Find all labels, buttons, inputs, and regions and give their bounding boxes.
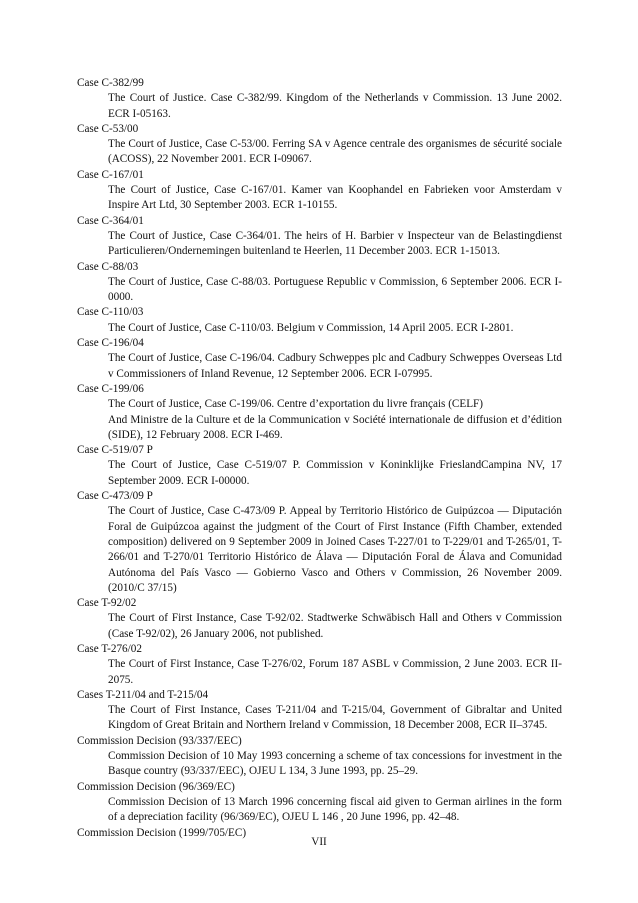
entry-description: The Court of Justice. Case C-382/99. Kingdom of the Netherlands v Commission. 13 June 2002. ECR I-05163. — [108, 92, 562, 120]
entry-heading: Cases T-211/04 and T-215/04 — [77, 688, 209, 701]
entry-heading: Case C-88/03 — [77, 260, 139, 273]
entry-heading: Commission Decision (93/337/EEC) — [77, 734, 242, 747]
entry-description: The Court of Justice, Case C-53/00. Ferring SA v Agence centrale des organismes de sécurité sociale (ACOSS), 22 November 2001. ECR I-09067. — [108, 138, 562, 166]
list-item — [77, 642, 562, 688]
entry-heading: Case C-199/06 — [77, 382, 144, 395]
list-item — [77, 260, 562, 306]
list-item — [77, 214, 562, 260]
entry-description: The Court of Justice, Case C-519/07 P. Commission v Koninklijke FrieslandCampina NV, 17 September 2009. ECR I-00000. — [108, 459, 562, 487]
entry-description: Commission Decision of 13 March 1996 concerning fiscal aid given to German airlines in the form of a depreciation facility (96/369/EC), OJEU L 146 , 20 June 1996, pp. 42–48. — [108, 795, 562, 824]
entry-description: The Court of Justice, Case C-110/03. Belgium v Commission, 14 April 2005. ECR I-2801. — [108, 321, 514, 334]
list-item — [77, 688, 562, 734]
entry-heading: Case C-196/04 — [77, 337, 144, 350]
entry-description: The Court of First Instance, Case T-276/02, Forum 187 ASBL v Commission, 2 June 2003. ECR II-2075. — [108, 658, 562, 686]
entry-description: The Court of Justice, Case C-364/01. The heirs of H. Barbier v Inspecteur van de Belastingdienst Particulieren/Ondernemingen buitenland te Heerlen, 11 December 2003. ECR 1-15013. — [108, 229, 562, 258]
entry-description — [77, 397, 562, 443]
entry-description: The Court of First Instance, Cases T-211/04 and T-215/04, Government of Gibraltar and United Kingdom of Great Britain and Northern Ireland v Commission, 18 December 2008, ECR II–3745. — [108, 704, 562, 732]
entry-heading: Commission Decision (96/369/EC) — [77, 780, 235, 793]
list-item — [77, 168, 562, 214]
entry-description: The Court of Justice, Case C-88/03. Portuguese Republic v Commission, 6 September 2006. ECR I-0000. — [108, 275, 562, 304]
entry-heading: Case T-276/02 — [77, 642, 142, 655]
entry-heading: Case C-53/00 — [77, 122, 139, 135]
entry-heading: Case C-519/07 P — [77, 444, 153, 457]
list-item — [77, 336, 562, 382]
list-item — [77, 305, 562, 336]
list-item — [77, 596, 562, 642]
entry-heading: Case C-382/99 — [77, 77, 144, 89]
entry-description-line: The Court of Justice, Case C-199/06. Centre d’exportation du livre français (CELF) — [108, 398, 483, 411]
entry-description: Commission Decision of 10 May 1993 concerning a scheme of tax concessions for investment in the Basque country (93/337/EEC), OJEU L 134, 3 June 1993, pp. 25–29. — [108, 750, 562, 778]
page-number: VII — [311, 836, 327, 848]
entry-description: The Court of Justice, Case C-196/04. Cadbury Schweppes plc and Cadbury Schweppes Overseas Ltd v Commissioners of Inland Revenue, 12 September 2006. ECR I-07995. — [108, 352, 562, 380]
list-item — [77, 122, 562, 168]
entry-heading: Case C-364/01 — [77, 214, 144, 227]
list-item — [77, 76, 562, 122]
entry-heading: Case C-167/01 — [77, 168, 144, 181]
entry-description: The Court of Justice, Case C-167/01. Kamer van Koophandel en Fabrieken voor Amsterdam v Inspire Art Ltd, 30 September 2003. ECR 1-10155. — [108, 184, 562, 212]
entry-heading: Case T-92/02 — [77, 597, 137, 610]
list-item — [77, 734, 562, 780]
list-item — [77, 780, 562, 826]
list-item — [77, 489, 562, 596]
entry-description-line: And Ministre de la Culture et de la Communication v Société internationale de diffusion et d’édition (SIDE), 12 February 2008. ECR I-469. — [108, 413, 562, 441]
entry-description: The Court of First Instance, Case T-92/02. Stadtwerke Schwäbisch Hall and Others v Commission (Case T-92/02), 26 January 2006, not published. — [108, 612, 562, 640]
list-item — [77, 382, 562, 443]
list-item — [77, 443, 562, 489]
entry-heading: Case C-110/03 — [77, 306, 144, 319]
entry-description: The Court of Justice, Case C-473/09 P. Appeal by Territorio Histórico de Guipúzcoa — Diputación Foral de Guipúzcoa against the judgment of the Court of First Instance (Fifth Chamber, extended composition) delivered on 9 September 2009 in Joined Cases T-227/01 to T-229/01 and T-265/01, T-266/01 and T-270/01 Territorio Histórico de Álava — Diputación Foral de Álava and Comunidad Autónoma del País Vasco — Gobierno Vasco and Others v Commission, 26 November 2009. (2010/C 37/15) — [108, 505, 562, 594]
entry-heading: Case C-473/09 P — [77, 490, 153, 503]
entry-heading: Commission Decision (1999/705/EC) — [77, 826, 247, 839]
reference-list — [77, 76, 562, 841]
